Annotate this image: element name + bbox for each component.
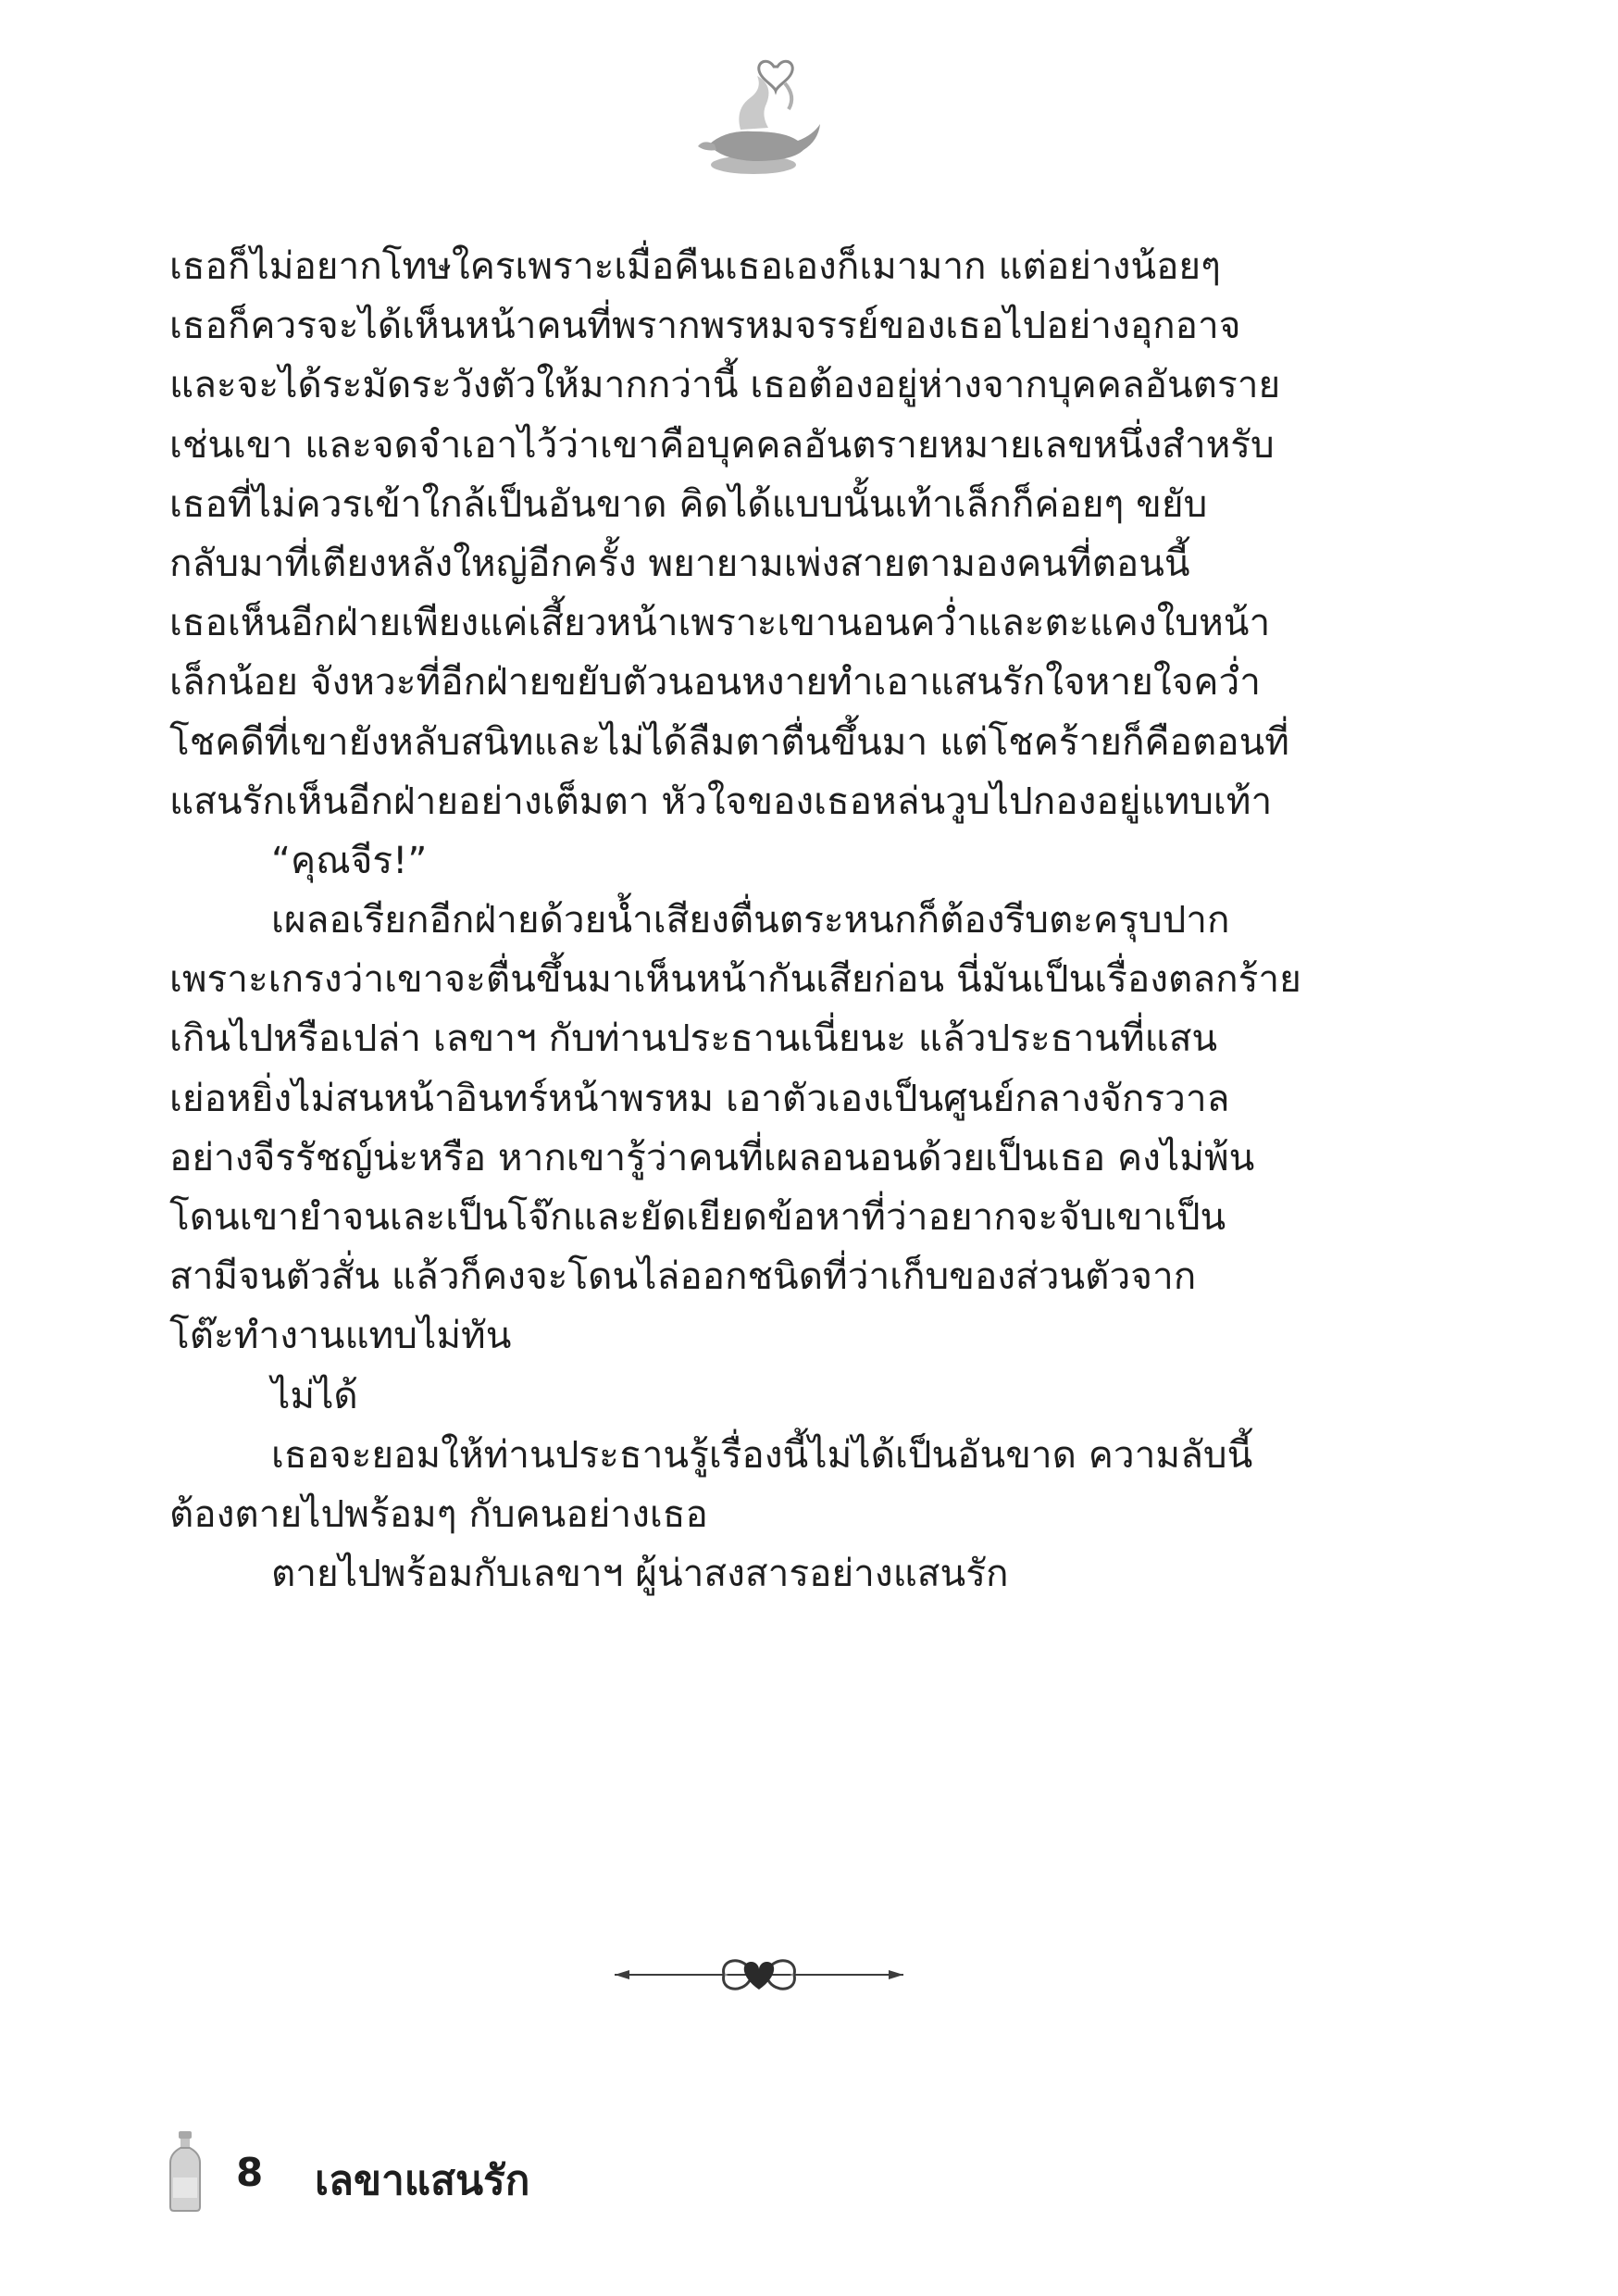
body-text — [169, 236, 1363, 1603]
text-line: เธอที่ไม่ควรเข้าใกล้เป็นอันขาด คิดได้แบบนั้นเท้าเล็กก็ค่อยๆ ขยับ — [169, 480, 1208, 526]
genie-lamp-heart-icon — [689, 56, 828, 185]
heart-flourish-divider-icon — [611, 1949, 907, 2001]
bottle-icon — [167, 2129, 204, 2213]
text-line: เกินไปหรือเปล่า เลขาฯ กับท่านประธานเนี่ยนะ แล้วประธานที่แสน — [169, 1016, 1218, 1061]
text-line: โชคดีที่เขายังหลับสนิทและไม่ได้ลืมตาตื่นขึ้นมา แต่โชคร้ายก็คือตอนที่ — [169, 718, 1289, 764]
text-line: โต๊ะทำงานแทบไม่ทัน — [169, 1313, 512, 1358]
text-line: เธอก็ไม่อยากโทษใครเพราะเมื่อคืนเธอเองก็เมามาก แต่อย่างน้อยๆ — [169, 243, 1221, 288]
text-line: เย่อหยิ่งไม่สนหน้าอินทร์หน้าพรหม เอาตัวเองเป็นศูนย์กลางจักรวาล — [169, 1075, 1230, 1120]
text-line: เธอจะยอมให้ท่านประธานรู้เรื่องนี้ไม่ได้เป็นอันขาด ความลับนี้ — [271, 1431, 1253, 1477]
text-line: และจะได้ระมัดระวังตัวให้มากกว่านี้ เธอต้องอยู่ห่างจากบุคคลอันตราย — [169, 362, 1281, 407]
text-line: สามีจนตัวสั่น แล้วก็คงจะโดนไล่ออกชนิดที่ว่าเก็บของส่วนตัวจาก — [169, 1254, 1197, 1299]
text-line: โดนเขายำจนเละเป็นโจ๊กและยัดเยียดข้อหาที่ว่าอยากจะจับเขาเป็น — [169, 1194, 1226, 1239]
book-title: เลขาแสนรัก — [315, 2157, 530, 2204]
page-footer — [167, 2129, 815, 2222]
text-line: เล็กน้อย จังหวะที่อีกฝ่ายขยับตัวนอนหงายทำเอาแสนรักใจหายใจคว่ำ — [169, 659, 1261, 705]
text-line: เธอเห็นอีกฝ่ายเพียงแค่เสี้ยวหน้าเพราะเขานอนคว่ำและตะแคงใบหน้า — [169, 600, 1271, 645]
text-line: แสนรักเห็นอีกฝ่ายอย่างเต็มตา หัวใจของเธอหล่นวูบไปกองอยู่แทบเท้า — [169, 778, 1273, 823]
text-line: “คุณจีร!” — [271, 837, 428, 882]
text-line: เพราะเกรงว่าเขาจะตื่นขึ้นมาเห็นหน้ากันเสียก่อน นี่มันเป็นเรื่องตลกร้าย — [169, 956, 1301, 1002]
text-line: อย่างจีรรัชญ์น่ะหรือ หากเขารู้ว่าคนที่เผลอนอนด้วยเป็นเธอ คงไม่พ้น — [169, 1134, 1255, 1179]
text-line: กลับมาที่เตียงหลังใหญ่อีกครั้ง พยายามเพ่งสายตามองคนที่ตอนนี้ — [169, 540, 1190, 585]
text-line: เผลอเรียกอีกฝ่ายด้วยน้ำเสียงตื่นตระหนกก็ต้องรีบตะครุบปาก — [271, 897, 1230, 942]
text-line: เธอก็ควรจะได้เห็นหน้าคนที่พรากพรหมจรรย์ของเธอไปอย่างอุกอาจ — [169, 303, 1241, 348]
text-line: ต้องตายไปพร้อมๆ กับคนอย่างเธอ — [169, 1491, 708, 1536]
text-line: ไม่ได้ — [271, 1372, 358, 1417]
text-line: เช่นเขา และจดจำเอาไว้ว่าเขาคือบุคคลอันตรายหมายเลขหนึ่งสำหรับ — [169, 421, 1275, 467]
text-line: ตายไปพร้อมกับเลขาฯ ผู้น่าสงสารอย่างแสนรัก — [271, 1551, 1009, 1596]
page-number: 8 — [236, 2150, 264, 2195]
